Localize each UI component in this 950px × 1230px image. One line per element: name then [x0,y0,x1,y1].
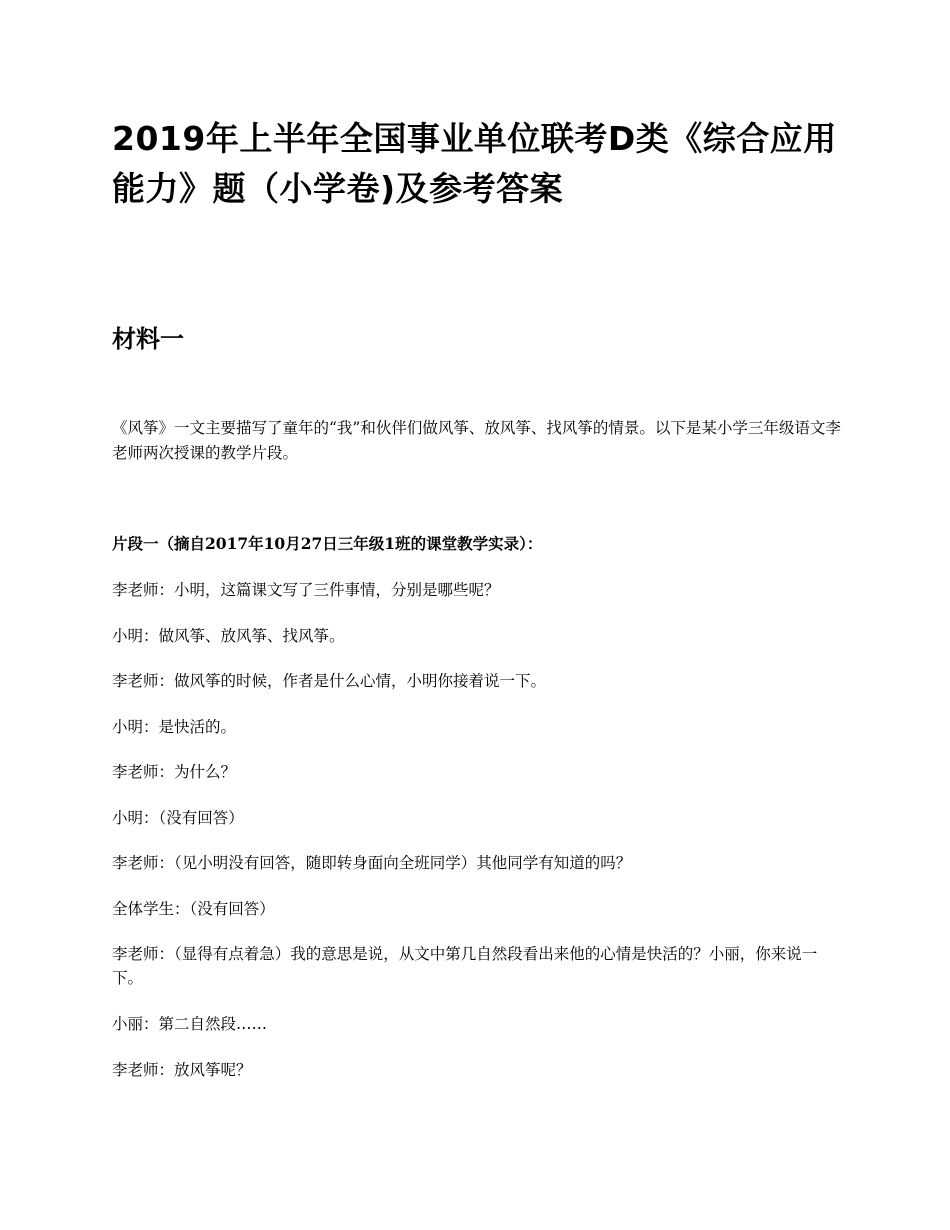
dialogue-line: 小明：（没有回答） [112,809,244,827]
dialogue-line: 李老师：放风筝呢？ [112,1061,252,1079]
dialogue-line: 李老师：小明，这篇课文写了三件事情，分别是哪些呢？ [112,581,500,599]
intro-paragraph: 《风筝》一文主要描写了童年的“我”和伙伴们做风筝、放风筝、找风筝的情景。以下是某小学三年级语文李老师两次授课的教学片段。 [112,419,841,462]
segment-heading: 片段一（摘自2017年10月27日三年级1班的课堂教学实录）： [112,534,543,553]
dialogue-line: 李老师：（见小明没有回答，随即转身面向全班同学）其他同学有知道的吗？ [112,854,632,872]
dialogue-line: 李老师：做风筝的时候，作者是什么心情，小明你接着说一下。 [112,672,547,690]
section-heading: 材料一 [112,325,184,353]
document-title: 2019年上半年全国事业单位联考D类《综合应用能力》题（小学卷)及参考答案 [112,119,837,208]
dialogue-line: 全体学生：（没有回答） [112,900,275,918]
dialogue-line: 小明：做风筝、放风筝、找风筝。 [112,627,345,645]
dialogue-line: 小明：是快活的。 [112,718,237,736]
dialogue-line: 李老师：（显得有点着急）我的意思是说，从文中第几自然段看出来他的心情是快活的？小丽，你来说一下。 [112,945,818,987]
dialogue-line: 李老师：为什么？ [112,763,237,781]
dialogue-line: 小丽：第二自然段…… [112,1015,268,1033]
